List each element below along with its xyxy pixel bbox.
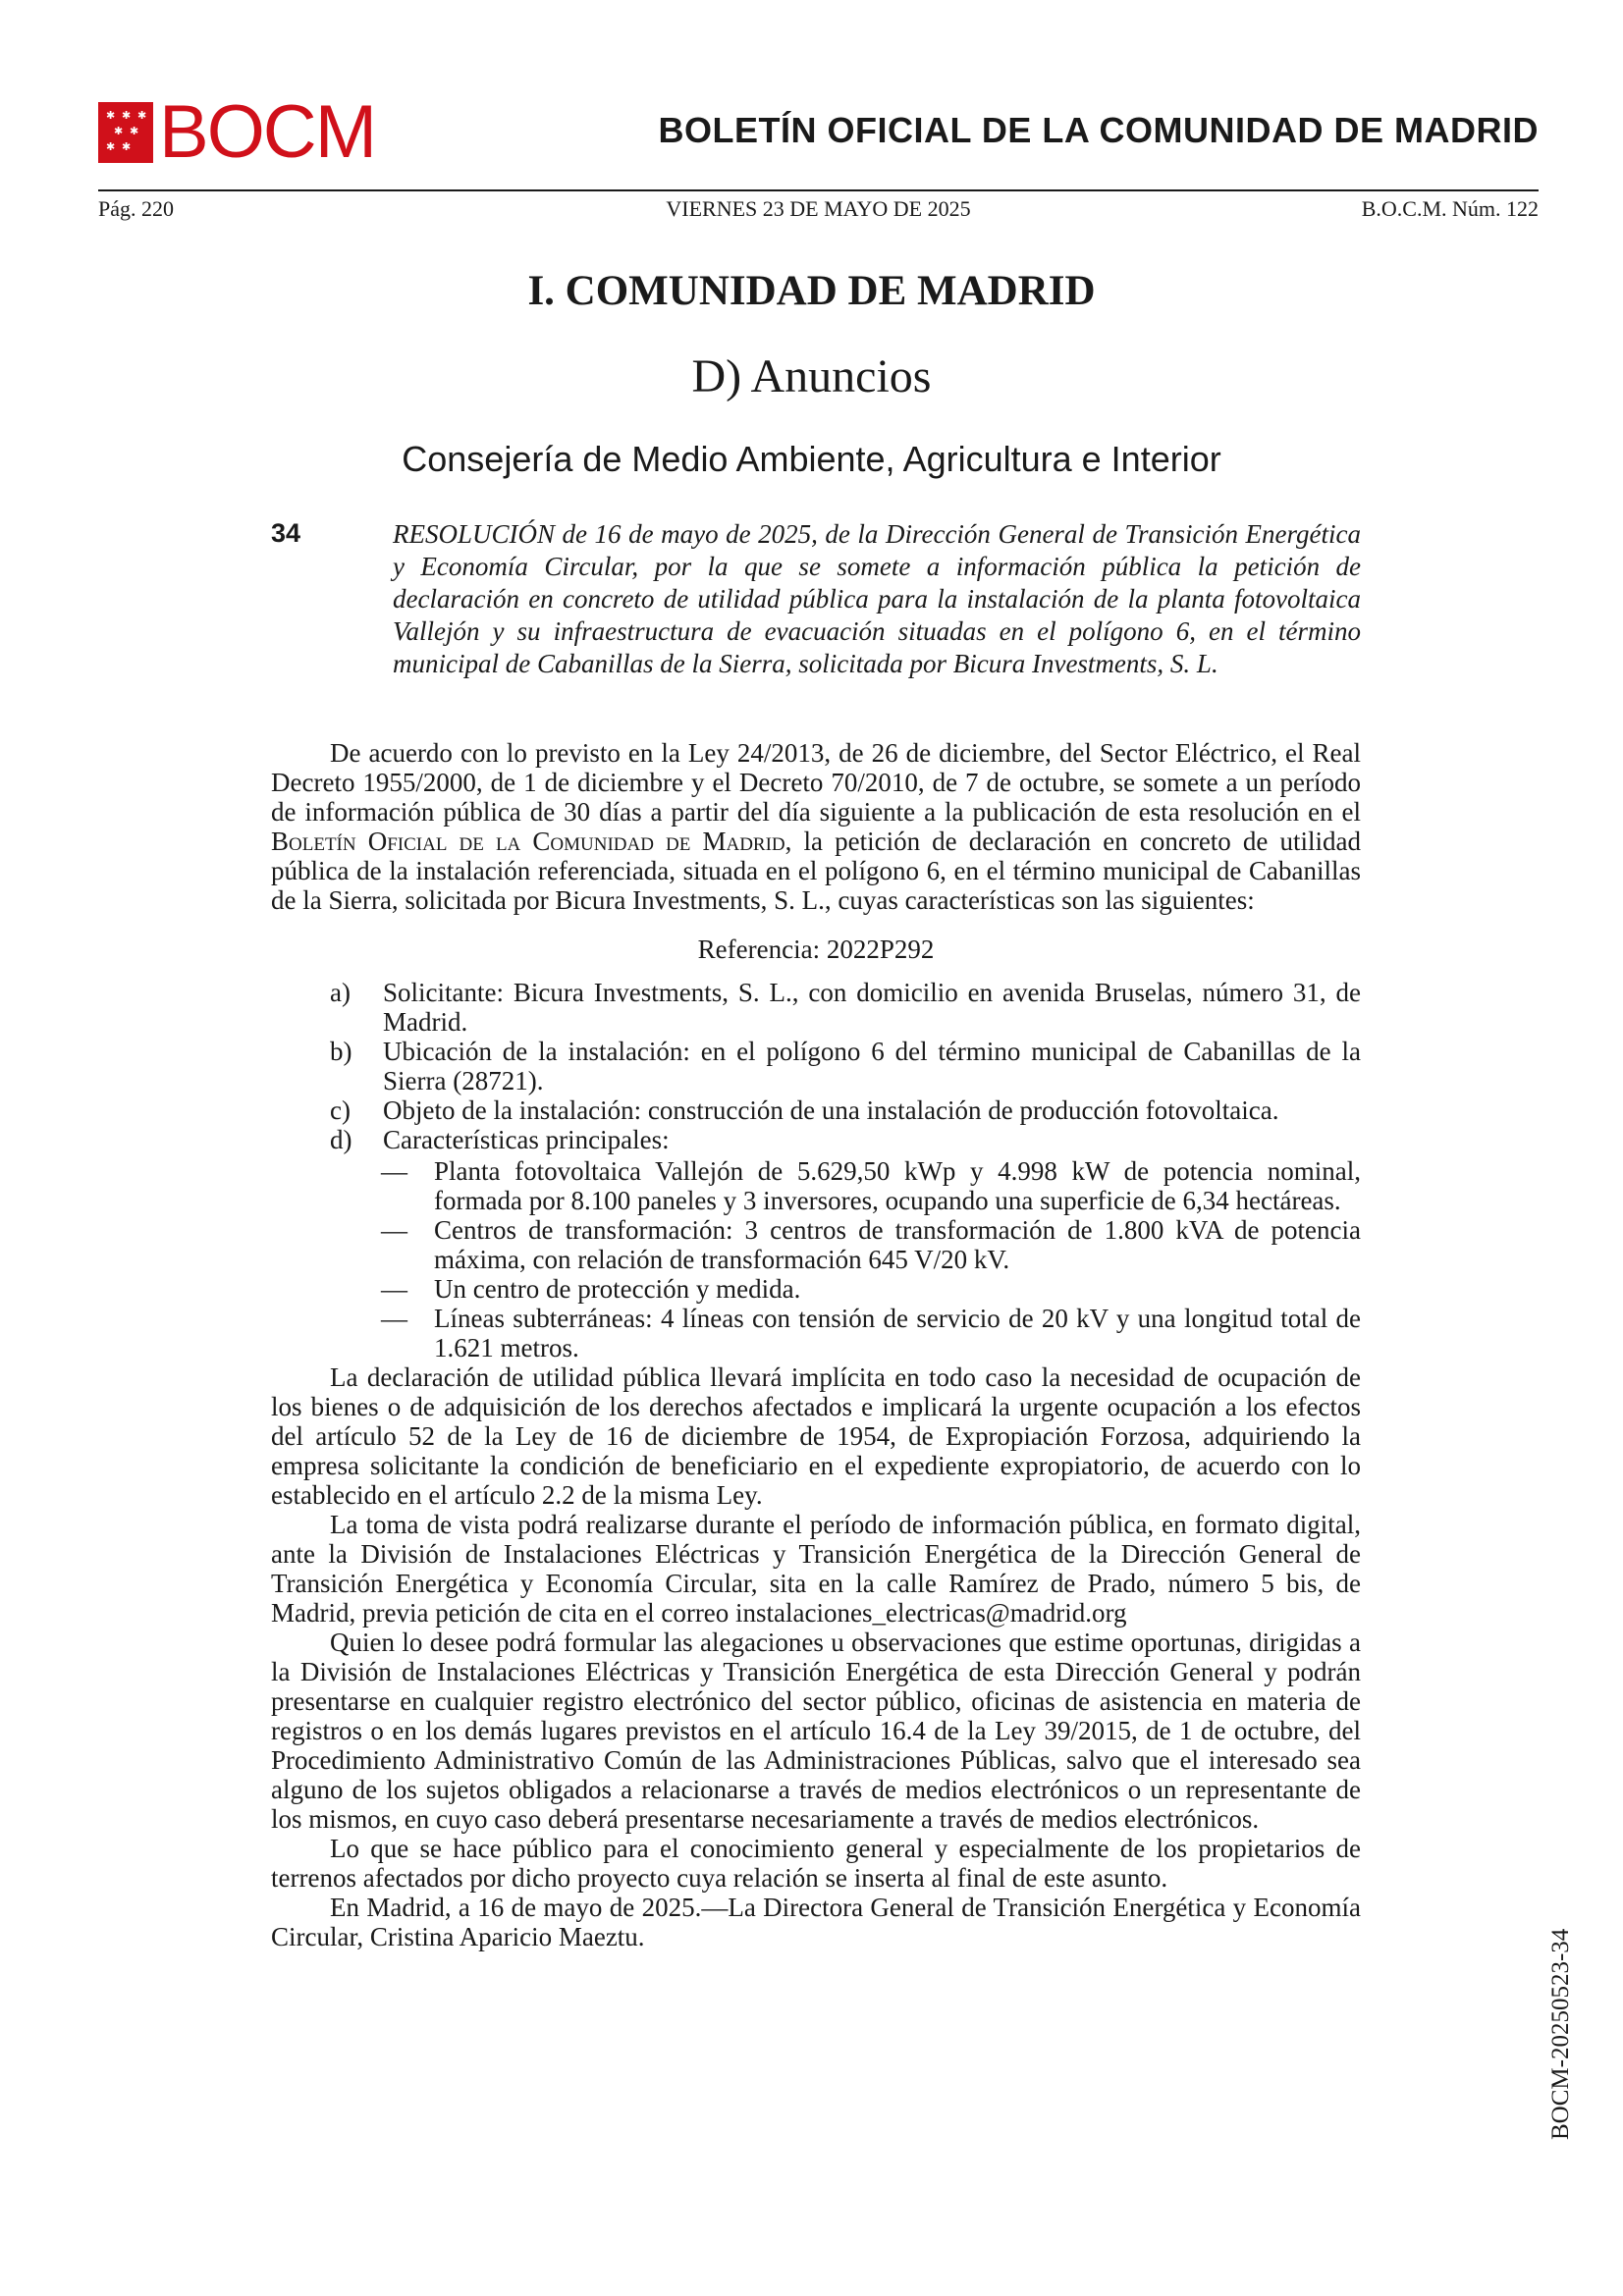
list-item: b) Ubicación de la instalación: en el polígono 6 del término municipal de Cabanillas de la Sierra (28721).: [330, 1037, 1361, 1095]
page-number: Pág. 220: [98, 196, 174, 221]
body-paragraph: La toma de vista podrá realizarse durante el período de información pública, en formato digital, ante la División de Instalaciones Eléctricas y Transición Energética de la Dirección General de Transición Energética y Economía Circular, sita en la calle Ramírez de Prado, número 5 bis, de Madrid, previa petición de cita en el correo instalaciones_electricas@madrid.org: [271, 1510, 1361, 1628]
issue-number: B.O.C.M. Núm. 122: [1361, 196, 1539, 221]
list-item: d) Características principales:: [330, 1125, 670, 1154]
feature-item: — Planta fotovoltaica Vallejón de 5.629,50 kWp y 4.998 kW de potencia nominal, formada por 8.100 paneles y 3 inversores, ocupando una superficie de 6,34 hectáreas.: [381, 1156, 1361, 1215]
list-item: c) Objeto de la instalación: construcción de una instalación de producción fotovoltaica.: [330, 1095, 1279, 1125]
page-header: [98, 90, 1539, 174]
page-info-bar: [98, 196, 1539, 226]
body-paragraph: La declaración de utilidad pública llevará implícita en todo caso la necesidad de ocupación de los bienes o de adquisición de los derechos afectados e implicará la urgente ocupación a los efectos del artículo 52 de la Ley de 16 de diciembre de 1954, de Expropiación Forzosa, adquiriendo la empresa solicitante la condición de beneficiario en el expediente expropiatorio, de acuerdo con lo establecido en el artículo 2.2 de la misma Ley.: [271, 1362, 1361, 1510]
resolution-title: RESOLUCIÓN de 16 de mayo de 2025, de la Dirección General de Transición Energética y Economía Circular, por la que se somete a información pública la petición de declaración en concreto de utilidad pública para la instalación de la planta fotovoltaica Vallejón y su infraestructura de evacuación situadas en el polígono 6, en el término municipal de Cabanillas de la Sierra, solicitada por Bicura Investments, S. L.: [393, 519, 1361, 678]
announcement-body: [271, 738, 1361, 1951]
logo-text: BOCM: [159, 90, 375, 174]
document-code: BOCM-20250523-34: [1547, 1928, 1574, 2140]
list-item: a) Solicitante: Bicura Investments, S. L., con domicilio en avenida Bruselas, número 31, de Madrid.: [330, 978, 1361, 1037]
subsection-title: D) Anuncios: [691, 350, 932, 402]
reference: Referencia: 2022P292: [697, 934, 935, 964]
body-paragraph: Lo que se hace público para el conocimiento general y especialmente de los propietarios de terrenos afectados por dicho proyecto cuya relación se inserta al final de este asunto.: [271, 1834, 1361, 1893]
entry-number: 34: [271, 518, 301, 548]
section-title: I. COMUNIDAD DE MADRID: [527, 268, 1096, 314]
feature-item: — Un centro de protección y medida.: [381, 1274, 801, 1304]
madrid-flag-icon: ✱ ✱ ✱ ✱ ✱ ✱ ✱: [98, 102, 153, 163]
issue-date: VIERNES 23 DE MAYO DE 2025: [666, 196, 971, 221]
feature-item: — Centros de transformación: 3 centros de transformación de 1.800 kVA de potencia máxima, con relación de transformación 645 V/20 kV.: [381, 1215, 1361, 1274]
journal-name: Boletín Oficial de la Comunidad de Madrid: [271, 827, 785, 856]
body-paragraph: Quien lo desee podrá formular las alegaciones u observaciones que estime oportunas, dirigidas a la División de Instalaciones Eléctricas y Transición Energética de esta Dirección General y podrán presentarse en cualquier registro electrónico del sector público, oficinas de asistencia en materia de registros o en los demás lugares previstos en el artículo 16.4 de la Ley 39/2015, de 1 de octubre, del Procedimiento Administrativo Común de las Administraciones Públicas, salvo que el interesado sea alguno de los sujetos obligados a relacionarse a través de medios electrónicos o un representante de los mismos, en cuyo caso deberá presentarse necesariamente a través de medios electrónicos.: [271, 1628, 1361, 1834]
header-divider: [98, 189, 1539, 191]
feature-item: — Líneas subterráneas: 4 líneas con tensión de servicio de 20 kV y una longitud total de 1.621 metros.: [381, 1304, 1361, 1362]
department-title: Consejería de Medio Ambiente, Agricultura e Interior: [402, 439, 1221, 479]
intro-paragraph: De acuerdo con lo previsto en la Ley 24/2013, de 26 de diciembre, del Sector Eléctrico, el Real Decreto 1955/2000, de 1 de diciembre y el Decreto 70/2010, de 7 de octubre, se somete a un período de información pública de 30 días a partir del día siguiente a la publicación de esta resolución en el Boletín Oficial de la Comunidad de Madrid, la petición de declaración en concreto de utilidad pública de la instalación referenciada, situada en el polígono 6, en el término municipal de Cabanillas de la Sierra, solicitada por Bicura Investments, S. L., cuyas características son las siguientes:: [271, 738, 1361, 915]
journal-title: BOLETÍN OFICIAL DE LA COMUNIDAD DE MADRID: [658, 110, 1539, 150]
bocm-logo: [98, 90, 375, 174]
signature-paragraph: En Madrid, a 16 de mayo de 2025.—La Directora General de Transición Energética y Economía Circular, Cristina Aparicio Maeztu.: [271, 1893, 1361, 1951]
